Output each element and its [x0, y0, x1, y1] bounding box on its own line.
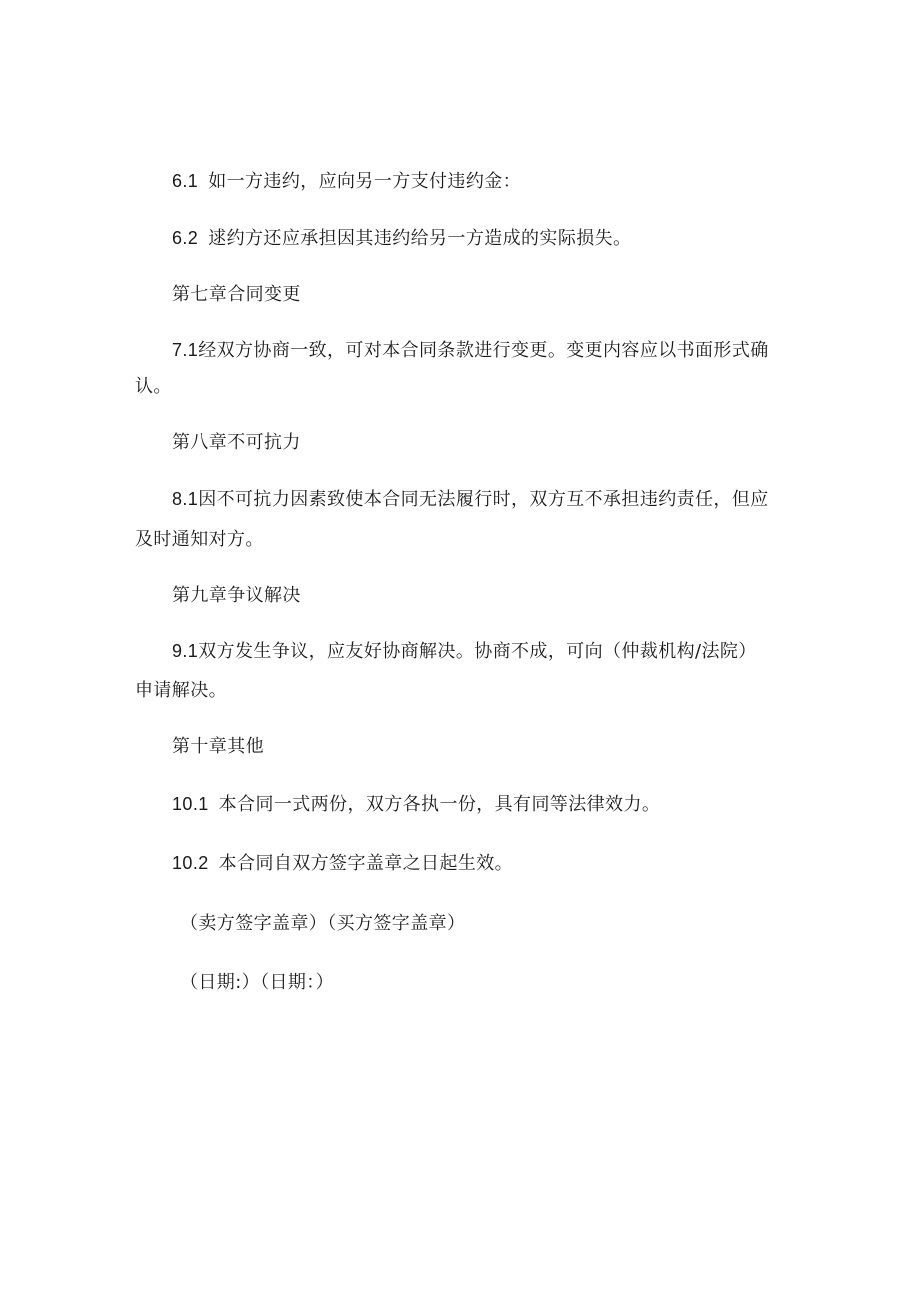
date-line — [180, 974, 334, 992]
clause-text: 双方发生争议，应友好协商解决。协商不成，可向（仲裁机构/法院） — [198, 641, 757, 662]
signature-line — [180, 915, 465, 933]
clause-text: 逑约方还应承担因其违约给另一方造成的实际损失。 — [208, 228, 632, 249]
chapter-10-heading: 第十章其他 — [172, 736, 264, 757]
clause-text: 本合同一式两份，双方各执一份，具有同等法律效力。 — [218, 794, 661, 815]
clause-6-1 — [172, 172, 521, 191]
seller-signature-label: （卖方签字盖章） — [180, 913, 328, 934]
clause-text: 如一方违约，应向另一方支付违约金： — [208, 171, 522, 192]
clause-text: 因不可抗力因素致使本合同无法履行时，双方互不承担违约责任，但应 — [198, 489, 769, 510]
clause-number: 10.1 — [172, 794, 209, 814]
chapter-8-heading: 第八章不可抗力 — [172, 432, 301, 453]
clause-7-1-line-2: 认。 — [135, 376, 172, 397]
clause-text: 经双方协商一致，可对本合同条款进行变更。变更内容应以书面形式确 — [198, 340, 769, 361]
clause-number: 9.1 — [172, 641, 199, 661]
buyer-signature-label: （买方签字盖章） — [327, 913, 466, 934]
clause-9-1-line-2: 申请解决。 — [135, 680, 227, 701]
clause-text: 本合同自双方签字盖章之日起生效。 — [218, 853, 514, 874]
seller-date-label: （日期:） — [180, 972, 261, 993]
clause-number: 7.1 — [172, 340, 199, 360]
buyer-date-label: （日期：） — [260, 972, 335, 993]
clause-6-2 — [172, 229, 631, 248]
clause-10-1 — [172, 795, 660, 814]
clause-9-1-line-1 — [172, 642, 757, 661]
clause-7-1-line-1 — [172, 341, 769, 360]
clause-number: 10.2 — [172, 853, 209, 873]
clause-10-2 — [172, 854, 513, 873]
chapter-7-heading: 第七章合同变更 — [172, 284, 301, 305]
clause-number: 8.1 — [172, 489, 199, 509]
clause-number: 6.2 — [172, 228, 199, 248]
clause-8-1-line-2: 及时通知对方。 — [135, 529, 264, 550]
clause-8-1-line-1 — [172, 490, 769, 509]
chapter-9-heading: 第九章争议解决 — [172, 585, 301, 606]
clause-number: 6.1 — [172, 171, 199, 191]
